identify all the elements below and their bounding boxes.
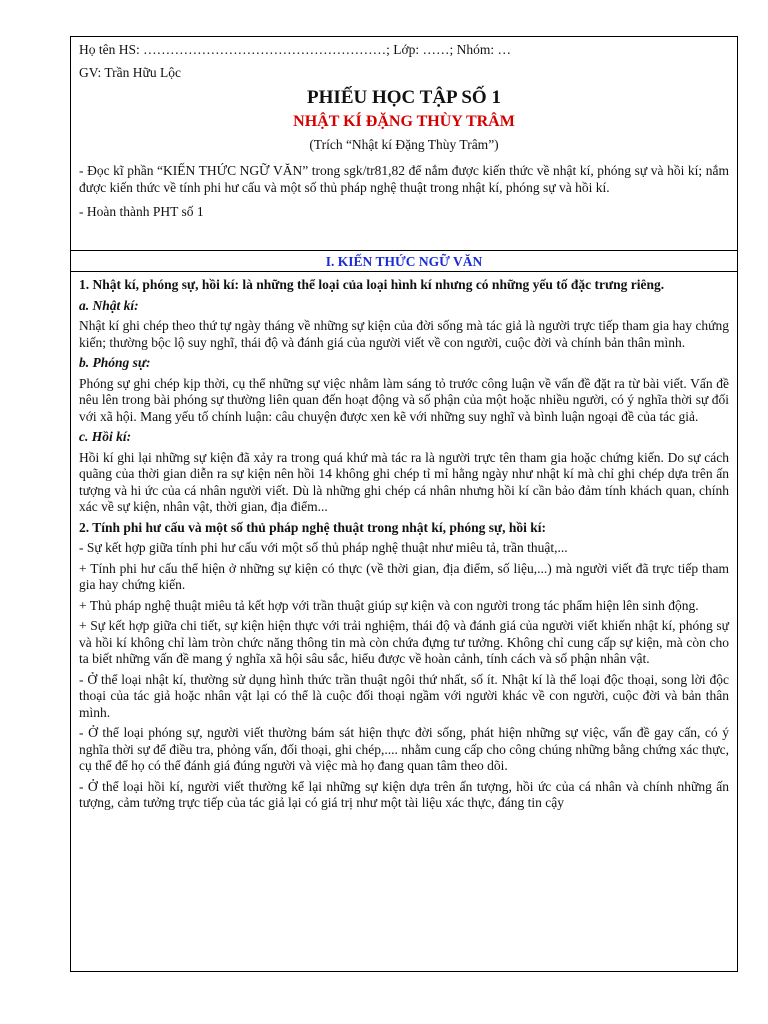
list-item: - Ở thể loại hồi kí, người viết thường kể lại những sự kiện dựa trên ấn tượng, hồi ức của cá nhân và chính những ấn tượng, cảm tưởng trực tiếp của tác giả lại có giá trị như một tài liệu xác thực, đáng tin cậy: [79, 778, 729, 810]
worksheet-header: [71, 37, 737, 251]
section-content: [71, 272, 737, 812]
diary-text: Nhật kí ghi chép theo thứ tự ngày tháng về những sự kiện của đời sống mà tác giả là người trực tiếp tham gia hay chứng kiến; thường bộc lộ suy nghĩ, thái độ và đánh giá của người viết về con người, cuộc đời và chính bản thân mình.: [79, 318, 729, 350]
lesson-title: NHẬT KÍ ĐẶNG THÙY TRÂM: [293, 113, 515, 130]
teacher-line: GV: Trần Hữu Lộc: [79, 65, 181, 80]
list-item: - Sự kết hợp giữa tính phi hư cấu với một số thủ pháp nghệ thuật như miêu tả, trần thuật,...: [79, 540, 568, 555]
reportage-text: Phóng sự ghi chép kịp thời, cụ thể những sự việc nhằm làm sáng tỏ trước công luận về vấn đề đặt ra từ bài viết. Vấn đề nêu lên trong bài phóng sự thường liên quan đến hoạt động và số phận của một hoặc nhiều người, có ý nghĩa thời sự đối với xã hội. Mang yếu tố chính luận: câu chuyện được xen kẽ với những suy nghĩ và bình luận ngoại đề của tác giả.: [79, 375, 729, 424]
student-info-line: Họ tên HS: ………………………………………………; Lớp: ……; Nhóm: …: [79, 42, 512, 57]
list-item: - Ở thể loại phóng sự, người viết thường bám sát hiện thực đời sống, phát hiện những sự việc, vấn đề gay cấn, có ý nghĩa thời sự để điều tra, phỏng vấn, đối thoại, ghi chép,.... nhằm cung cấp cho công chúng những bằng chứng xác thực, cụ thể để họ có thể đánh giá đúng người và việc mà họ đang quan tâm theo dõi.: [79, 725, 729, 773]
worksheet-page: [70, 36, 738, 972]
list-item: + Tính phi hư cấu thể hiện ở những sự kiện có thực (về thời gian, địa điểm, số liệu,...) mà người viết đã trực tiếp tham gia hay chứng kiến.: [79, 560, 729, 592]
point-1-heading: 1. Nhật kí, phóng sự, hồi kí: là những thể loại của loại hình kí nhưng có những yếu tố đặc trưng riêng.: [79, 277, 665, 292]
diary-heading: a. Nhật kí:: [79, 297, 139, 313]
memoir-heading: c. Hồi kí:: [79, 429, 132, 444]
task-instruction-1: - Đọc kĩ phần “KIẾN THỨC NGỮ VĂN” trong sgk/tr81,82 để nắm được kiến thức về nhật kí, phóng sự và hồi kí; nắm được kiến thức về tính phi hư cấu và một số thủ pháp nghệ thuật trong nhật kí, phóng sự và hồi kí.: [79, 163, 729, 195]
reportage-heading: b. Phóng sự:: [79, 355, 151, 370]
excerpt-note: (Trích “Nhật kí Đặng Thùy Trâm”): [309, 137, 499, 152]
section-heading: I. KIẾN THỨC NGỮ VĂN: [71, 251, 737, 272]
list-item: - Ở thể loại nhật kí, thường sử dụng hình thức trần thuật ngôi thứ nhất, số ít. Nhật kí là thể loại độc thoại, song lời độc thoại của tác giả hoặc nhân vật lại có thể là cuộc đối thoại ngầm với người khác về con người, cuộc đời và bản thân mình.: [79, 671, 729, 720]
list-item: + Sự kết hợp giữa chi tiết, sự kiện hiện thực với trải nghiệm, thái độ và đánh giá của người viết khiến nhật kí, phóng sự và hồi kí không chỉ làm tròn chức năng thông tin mà còn chứa đựng tư tưởng. Không chỉ cung cấp sự kiện, mà còn cho ta biết những vấn đề mang ý nghĩa xã hội sâu sắc, hiểu được về hoàn cảnh, tính cách và số phận nhân vật.: [79, 618, 729, 666]
list-item: + Thủ pháp nghệ thuật miêu tả kết hợp với trần thuật giúp sự kiện và con người trong tác phẩm hiện lên sinh động.: [79, 597, 699, 613]
worksheet-title: PHIẾU HỌC TẬP SỐ 1: [307, 87, 501, 108]
task-instruction-2: - Hoàn thành PHT số 1: [79, 204, 204, 219]
point-2-heading: 2. Tính phi hư cấu và một số thủ pháp nghệ thuật trong nhật kí, phóng sự, hồi kí:: [79, 519, 546, 535]
memoir-text: Hồi kí ghi lại những sự kiện đã xảy ra trong quá khứ mà tác ra là người trực tên tham gia hoặc chứng kiến. Do sự cách quãng của thời gian diễn ra sự kiện nên hồi 14 không ghi chép tỉ mỉ hằng ngày như nhật kí mà chỉ ghi chép dựa trên ấn tượng và hi ức của cá nhân người viết. Dù là những ghi chép cá nhân nhưng hồi kí cần bảo đảm tính khách quan, chính xác về sự kiện, nhân vật, thời gian, địa điểm...: [79, 449, 729, 514]
